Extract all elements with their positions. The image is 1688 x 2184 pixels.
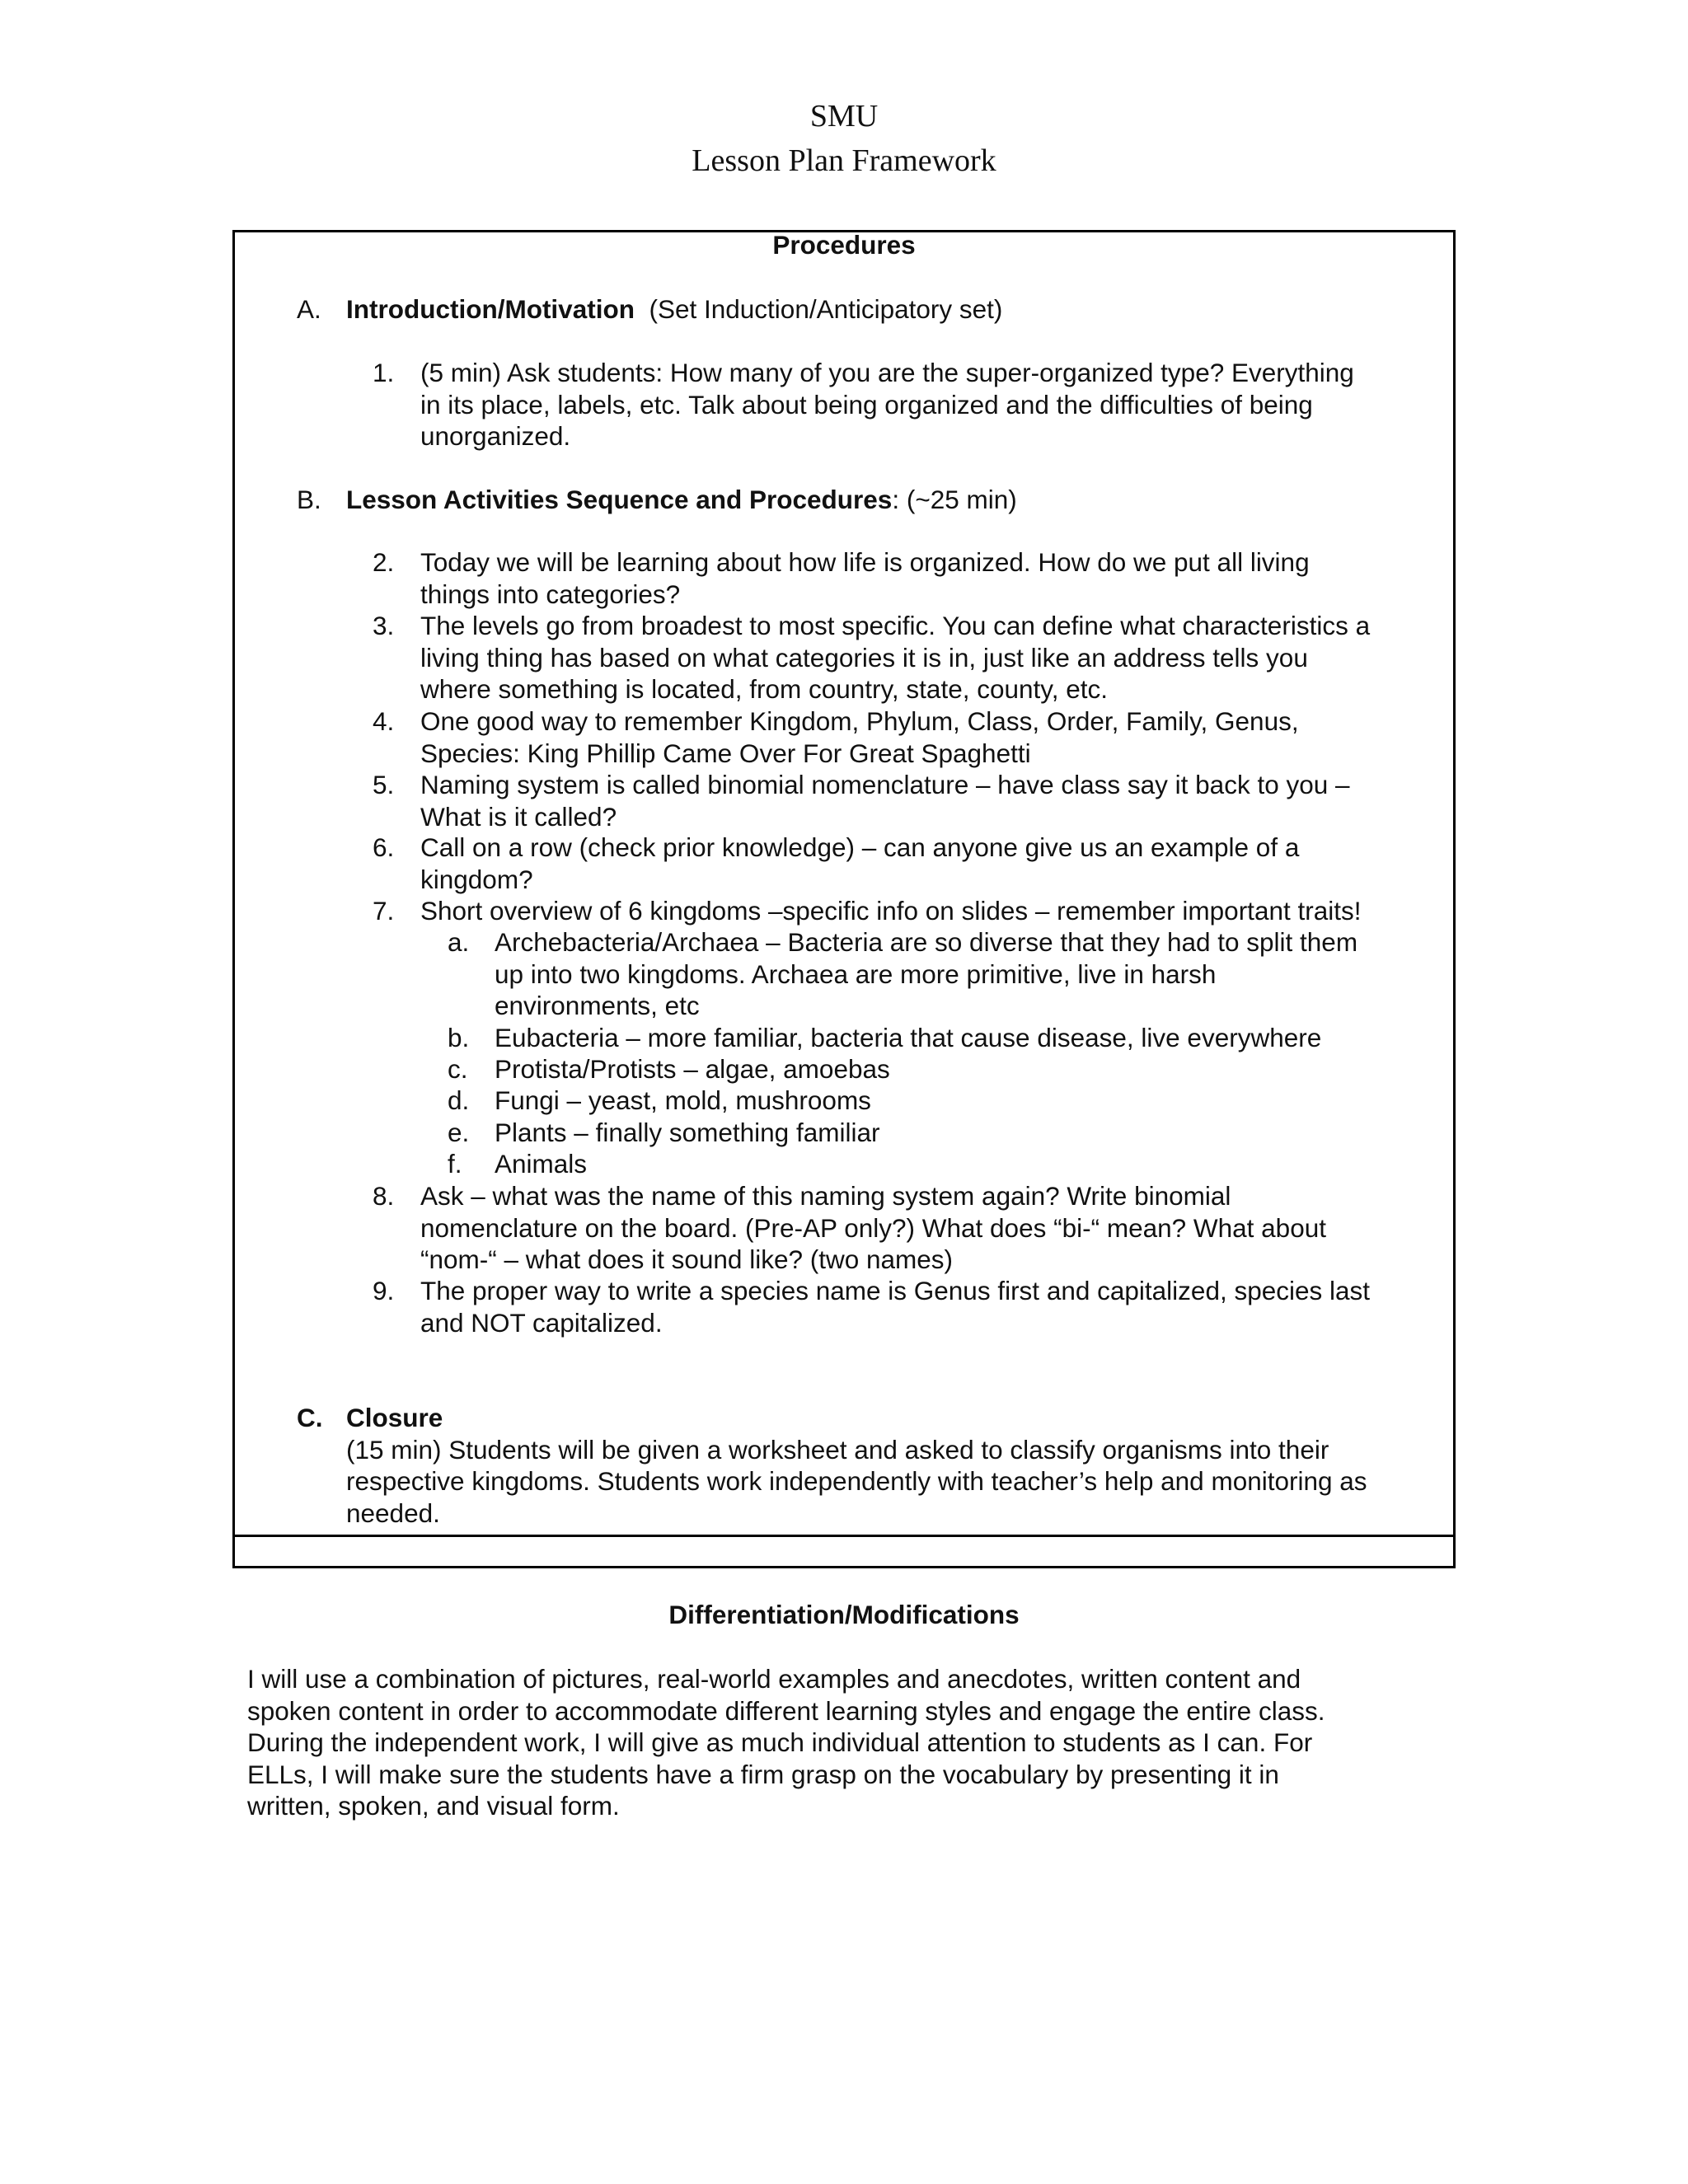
section-c-line: needed. <box>346 1497 440 1528</box>
subitem-e-text: Plants – finally something familiar <box>495 1118 880 1147</box>
section-c-line: (15 min) Students will be given a worksheet and asked to classify organisms into their <box>346 1434 1329 1465</box>
subitem-a-line: Archebacteria/Archaea – Bacteria are so diverse that they had to split them <box>495 927 1358 957</box>
section-a-marker: A. <box>297 294 321 324</box>
item-2-text <box>420 546 1310 610</box>
differentiation-line: spoken content in order to accommodate different learning styles and engage the entire class. <box>247 1695 1325 1726</box>
procedures-title: Procedures <box>772 230 916 260</box>
item-3-line: where something is located, from country, state, county, etc. <box>420 674 1108 704</box>
item-5-line: What is it called? <box>420 801 617 832</box>
item-3-line: living thing has based on what categories it is in, just like an address tells you <box>420 642 1308 673</box>
item-8-line: nomenclature on the board. (Pre-AP only?) What does “bi-“ mean? What about <box>420 1212 1326 1243</box>
item-4-marker: 4. <box>373 706 395 736</box>
subitem-d-text: Fungi – yeast, mold, mushrooms <box>495 1085 871 1115</box>
item-6-line: kingdom? <box>420 864 533 894</box>
section-b-title: Lesson Activities Sequence and Procedures <box>346 485 893 514</box>
procedures-box-divider <box>232 1535 1456 1537</box>
item-3-marker: 3. <box>373 611 395 640</box>
header-title: Lesson Plan Framework <box>692 143 996 178</box>
differentiation-text <box>247 1663 1325 1822</box>
header-institution: SMU <box>809 99 879 134</box>
item-1-line: unorganized. <box>420 421 571 451</box>
differentiation-line: During the independent work, I will give as much individual attention to students as I can. For <box>247 1727 1313 1757</box>
document-header <box>0 94 1688 183</box>
item-7-marker: 7. <box>373 896 395 926</box>
item-5-text <box>420 769 1350 832</box>
subitem-a-line: up into two kingdoms. Archaea are more primitive, live in harsh <box>495 958 1217 989</box>
item-4-line: Species: King Phillip Came Over For Great Spaghetti <box>420 738 1031 768</box>
item-8-line: “nom-“ – what does it sound like? (two names) <box>420 1244 954 1274</box>
subitem-e-marker: e. <box>448 1118 470 1147</box>
subitem-f-text: Animals <box>495 1149 588 1179</box>
subitem-a-marker: a. <box>448 927 470 957</box>
differentiation-line: I will use a combination of pictures, real-world examples and anecdotes, written content and <box>247 1664 1301 1694</box>
item-2-line: things into categories? <box>420 579 681 609</box>
item-9-line: and NOT capitalized. <box>420 1307 663 1338</box>
item-8-text <box>420 1180 1326 1276</box>
item-6-marker: 6. <box>373 832 395 862</box>
section-a-subtitle: (Set Induction/Anticipatory set) <box>649 294 1003 324</box>
section-a-title: Introduction/Motivation <box>346 294 635 324</box>
subitem-f-marker: f. <box>448 1149 462 1179</box>
item-1-text <box>420 357 1354 452</box>
item-8-marker: 8. <box>373 1181 395 1211</box>
subitem-b-text: Eubacteria – more familiar, bacteria that cause disease, live everywhere <box>495 1023 1322 1052</box>
item-5-line: Naming system is called binomial nomenclature – have class say it back to you – <box>420 770 1350 799</box>
item-3-line: The levels go from broadest to most specific. You can define what characteristics a <box>420 611 1371 640</box>
differentiation-line: written, spoken, and visual form. <box>247 1791 620 1821</box>
section-c-text <box>346 1402 1367 1529</box>
item-4-text <box>420 705 1299 769</box>
item-8-line: Ask – what was the name of this naming system again? Write binomial <box>420 1181 1231 1211</box>
differentiation-title: Differentiation/Modifications <box>668 1600 1020 1629</box>
section-b-marker: B. <box>297 485 321 514</box>
item-2-marker: 2. <box>373 547 395 577</box>
item-9-text <box>420 1275 1370 1338</box>
section-b-heading <box>346 484 1017 516</box>
subitem-c-text: Protista/Protists – algae, amoebas <box>495 1054 890 1084</box>
item-3-text <box>420 610 1370 705</box>
section-b-suffix: : (~25 min) <box>892 485 1017 514</box>
item-1-line: (5 min) Ask students: How many of you are the super-organized type? Everything <box>420 358 1354 387</box>
item-1-line: in its place, labels, etc. Talk about being organized and the difficulties of being <box>420 389 1313 419</box>
subitem-a-line: environments, etc <box>495 991 700 1020</box>
item-5-marker: 5. <box>373 770 395 799</box>
section-c-line: respective kingdoms. Students work independently with teacher’s help and monitoring as <box>346 1466 1367 1496</box>
item-1-marker: 1. <box>373 358 395 387</box>
section-c-marker: C. <box>297 1403 323 1432</box>
section-c-title: Closure <box>346 1403 443 1432</box>
differentiation-line: ELLs, I will make sure the students have a firm grasp on the vocabulary by presenting it in <box>247 1759 1279 1789</box>
item-7-text <box>420 895 1362 927</box>
item-9-marker: 9. <box>373 1276 395 1305</box>
subitem-b-marker: b. <box>448 1023 470 1052</box>
item-4-line: One good way to remember Kingdom, Phylum, Class, Order, Family, Genus, <box>420 706 1299 736</box>
item-7-line: Short overview of 6 kingdoms –specific info on slides – remember important traits! <box>420 896 1362 926</box>
item-6-line: Call on a row (check prior knowledge) – can anyone give us an example of a <box>420 832 1300 862</box>
item-6-text <box>420 832 1299 895</box>
subitem-a-text <box>495 926 1357 1022</box>
item-9-line: The proper way to write a species name is Genus first and capitalized, species last <box>420 1276 1371 1305</box>
subitem-d-marker: d. <box>448 1085 470 1115</box>
section-a-heading <box>346 293 1002 326</box>
subitem-c-marker: c. <box>448 1054 468 1084</box>
item-2-line: Today we will be learning about how life is organized. How do we put all living <box>420 547 1310 577</box>
